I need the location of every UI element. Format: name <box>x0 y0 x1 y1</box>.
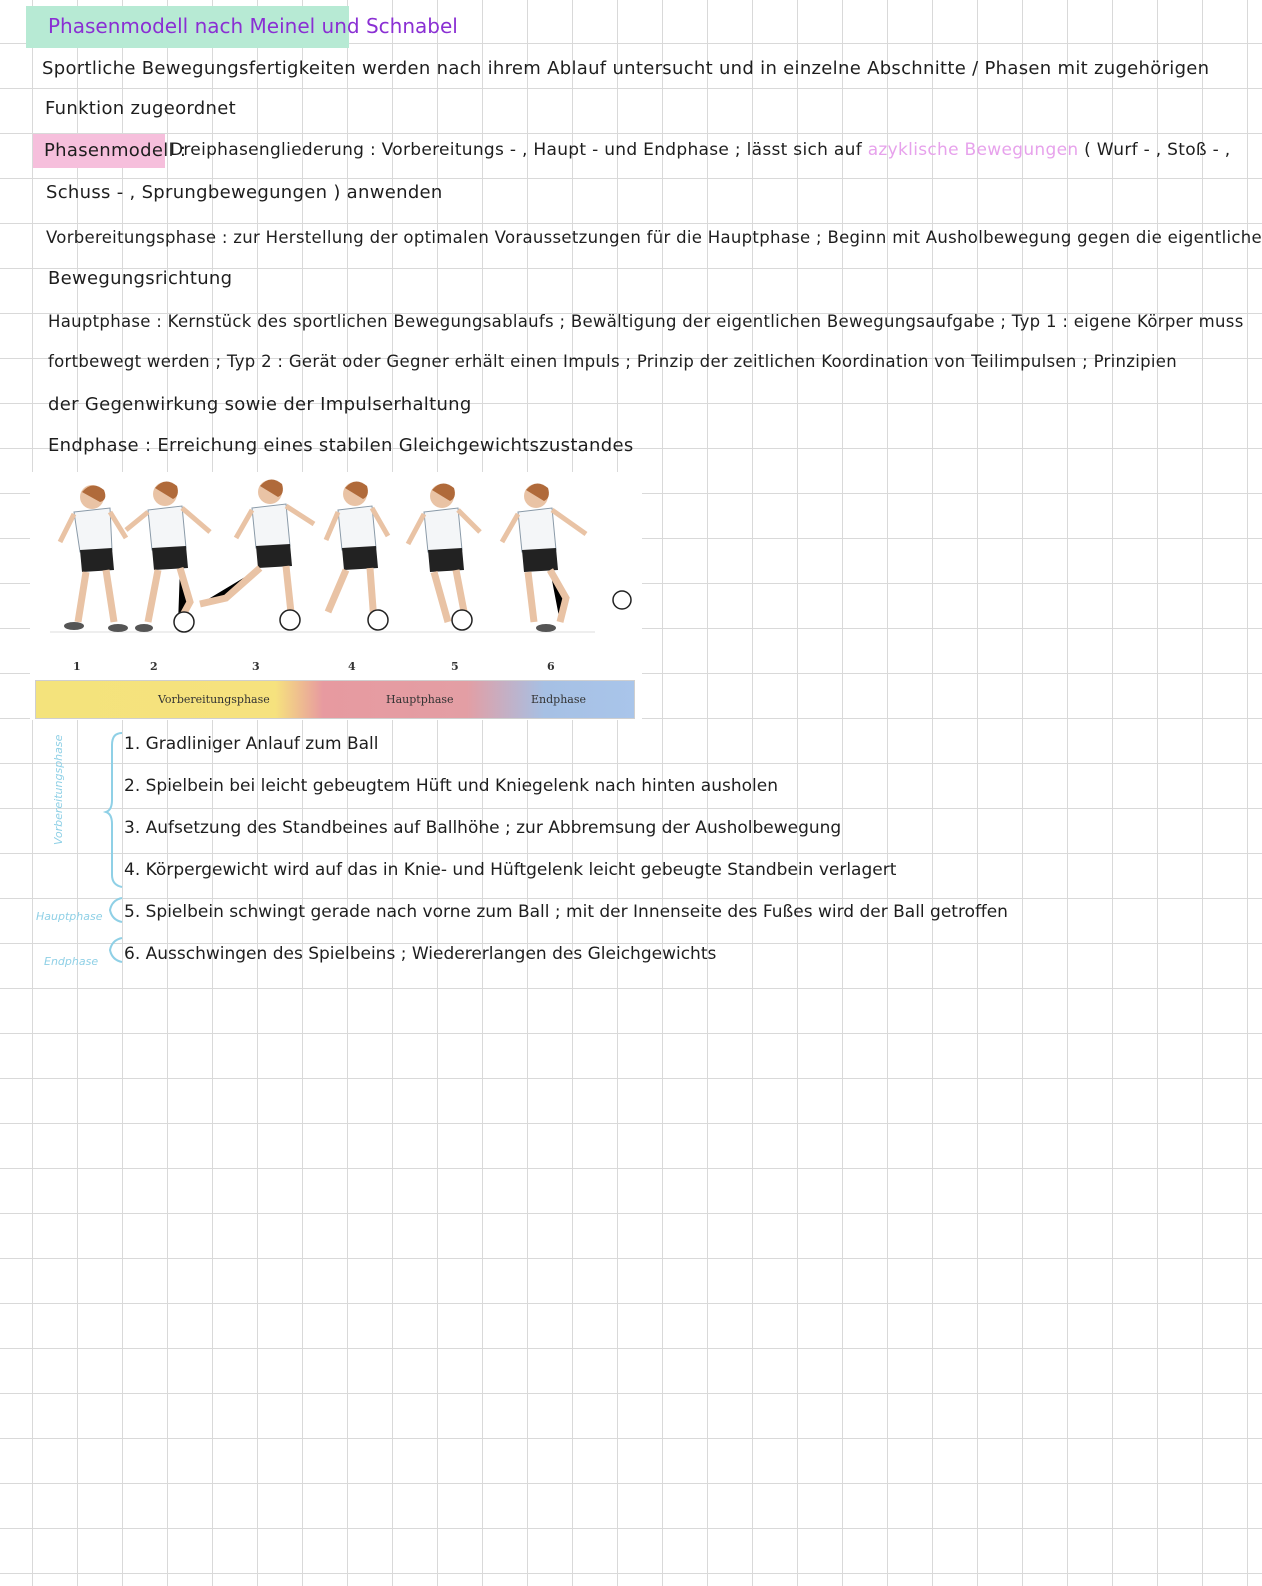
intro-line-1: Sportliche Bewegungsfertigkeiten werden nach ihrem Ablauf untersucht und in einzelne Abschnitte / Phasen mit zugehörigen <box>42 58 1210 79</box>
list-item: 1. Gradliniger Anlauf zum Ball <box>124 734 379 754</box>
player-pose-6 <box>502 483 631 632</box>
figure-number-5: 5 <box>451 660 459 673</box>
phase-label-end: Endphase <box>531 693 586 706</box>
brace-icon <box>104 730 126 980</box>
side-label-vorbereitung: Vorbereitungsphase <box>52 734 65 845</box>
hauptphase-line-2: fortbewegt werden ; Typ 2 : Gerät oder Gegner erhält einen Impuls ; Prinzip der zeitlichen Koordination von Teilimpulsen ; Prinzipien <box>48 352 1177 371</box>
phasenmodell-text-1: Dreiphasengliederung : Vorbereitungs - , Haupt - und Endphase ; lässt sich auf <box>170 140 862 160</box>
phasenmodell-text <box>170 140 1230 160</box>
vorbereitung-line-1: Vorbereitungsphase : zur Herstellung der optimalen Voraussetzungen für die Hauptphase ; Beginn mit Ausholbewegung gegen die eigentliche <box>46 228 1262 247</box>
player-pose-5 <box>408 483 480 630</box>
list-item: 5. Spielbein schwingt gerade nach vorne zum Ball ; mit der Innenseite des Fußes wird der Ball getroffen <box>124 902 1008 922</box>
phase-label-haupt: Hauptphase <box>386 693 454 706</box>
phasenmodell-line-2: Schuss - , Sprungbewegungen ) anwenden <box>46 182 443 203</box>
kick-sequence-figure <box>30 472 642 720</box>
list-item: 6. Ausschwingen des Spielbeins ; Wiedererlangen des Gleichgewichts <box>124 944 717 964</box>
phase-label-vorbereitung: Vorbereitungsphase <box>158 693 270 706</box>
endphase-line-1: Endphase : Erreichung eines stabilen Gleichgewichtszustandes <box>48 435 634 456</box>
side-label-haupt: Hauptphase <box>36 910 103 923</box>
figure-number-3: 3 <box>252 660 260 673</box>
intro-line-2: Funktion zugeordnet <box>45 98 236 119</box>
list-item: 4. Körpergewicht wird auf das in Knie- und Hüftgelenk leicht gebeugte Standbein verlagert <box>124 860 897 880</box>
player-illustration <box>30 472 642 672</box>
figure-number-4: 4 <box>348 660 356 673</box>
list-item: 3. Aufsetzung des Standbeines auf Ballhöhe ; zur Abbremsung der Ausholbewegung <box>124 818 842 838</box>
figure-number-6: 6 <box>547 660 555 673</box>
phase-bar <box>35 680 635 719</box>
phasenmodell-highlight: azyklische Bewegungen <box>867 140 1079 160</box>
figure-number-1: 1 <box>73 660 81 673</box>
list-item: 2. Spielbein bei leicht gebeugtem Hüft und Kniegelenk nach hinten ausholen <box>124 776 778 796</box>
player-pose-1 <box>60 485 128 632</box>
vorbereitung-line-2: Bewegungsrichtung <box>48 268 233 289</box>
figure-number-2: 2 <box>150 660 158 673</box>
side-label-end: Endphase <box>44 955 99 968</box>
phasenmodell-text-2: ( Wurf - , Stoß - , <box>1084 140 1231 160</box>
page-title: Phasenmodell nach Meinel und Schnabel <box>48 14 458 38</box>
hauptphase-line-1: Hauptphase : Kernstück des sportlichen Bewegungsablaufs ; Bewältigung der eigentlichen Bewegungsaufgabe ; Typ 1 : eigene Körper muss <box>48 312 1244 331</box>
hauptphase-line-3: der Gegenwirkung sowie der Impulserhaltung <box>48 394 472 415</box>
player-pose-4 <box>326 481 388 630</box>
player-pose-3 <box>200 479 314 630</box>
player-pose-2 <box>126 481 210 632</box>
phasenmodell-label: Phasenmodell : <box>44 140 187 161</box>
